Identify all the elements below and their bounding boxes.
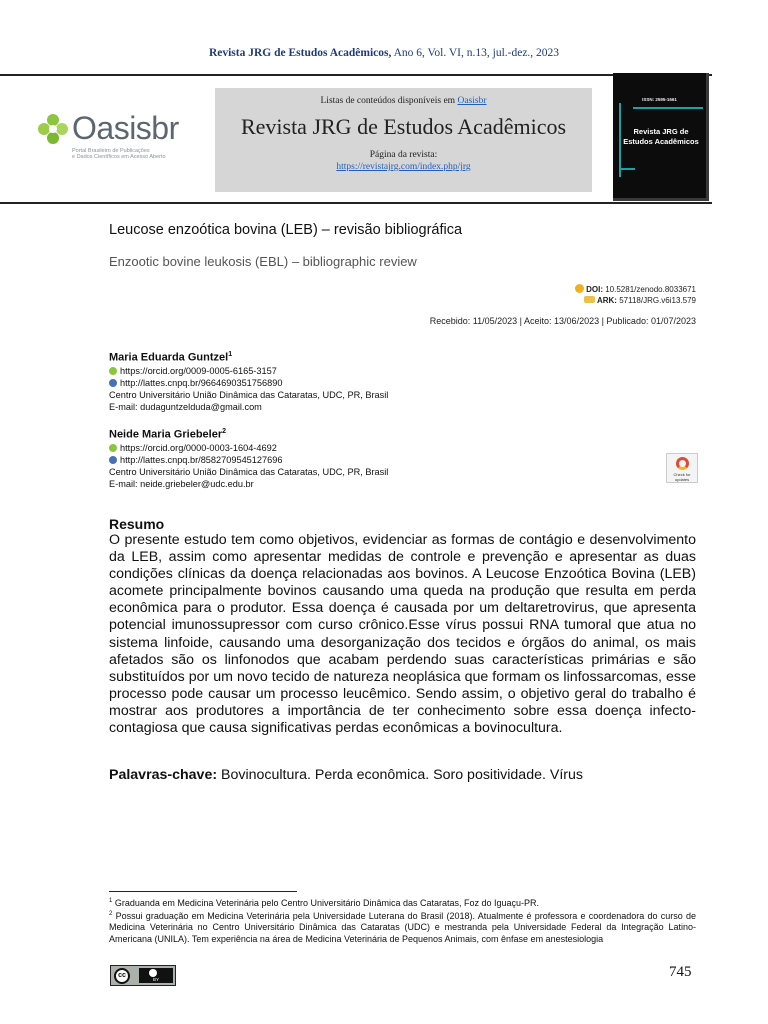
footnote-text: Possui graduação em Medicina Veterinária pela Universidade Luterana do Brasil (2018). Atualmente é professora e coordenadora do curso de Medicina Veterinária no Centro Universitário Dinâmica das Cataratas (UDC) e mestranda pela Universidade Federal da Integração Latino-Americana (UNILA). Tem experiência na área de Medicina Veterinária de Pequenos Animais, com ênfase em anestesiologia — [109, 911, 696, 944]
oasisbr-flower-icon — [36, 112, 70, 146]
masthead-availability — [215, 96, 592, 106]
keywords — [109, 767, 696, 783]
cover-accent-bar — [633, 107, 703, 109]
doi-label: DOI: — [586, 285, 603, 294]
by-label: BY — [152, 977, 159, 982]
masthead-availability-text: Listas de conteúdos disponíveis em — [320, 96, 458, 106]
running-head-issue: Ano 6, Vol. VI, n.13, jul.-dez., 2023 — [391, 47, 560, 59]
running-head-journal: Revista JRG de Estudos Acadêmicos, — [208, 47, 392, 59]
keywords-list: Bovinocultura. Perda econômica. Soro positividade. Vírus — [217, 767, 583, 783]
cover-title — [619, 127, 703, 147]
abstract-heading: Resumo — [109, 516, 165, 532]
ark-line[interactable] — [584, 296, 696, 305]
footnote-1 — [109, 896, 696, 909]
cover-accent-bar-small — [621, 168, 635, 170]
cc-icon: cc — [114, 968, 130, 984]
orcid-link[interactable]: https://orcid.org/0009-0005-6165-3157 — [120, 365, 277, 376]
journal-cover — [613, 73, 709, 201]
lattes-link[interactable]: http://lattes.cnpq.br/9664690351756890 — [120, 377, 283, 388]
running-head — [0, 47, 768, 59]
author-affiliation: Centro Universitário União Dinâmica das Cataratas, UDC, PR, Brasil — [109, 389, 389, 400]
author-footnote-marker: 1 — [228, 351, 233, 358]
doi-line[interactable] — [575, 284, 696, 294]
journal-url-link[interactable]: https://revistajrg.com/index.php/jrg — [336, 162, 471, 172]
crossmark-label-line2: updates — [674, 477, 690, 482]
doi-icon — [575, 284, 584, 293]
ark-icon — [584, 296, 595, 303]
orcid-icon — [109, 367, 117, 375]
cc-by-license-badge[interactable] — [110, 965, 176, 986]
footnote-rule — [109, 891, 297, 892]
oasisbr-tagline-2: e Dados Científicos em Acesso Aberto — [72, 154, 166, 160]
author-affiliation: Centro Universitário União Dinâmica das Cataratas, UDC, PR, Brasil — [109, 466, 389, 477]
crossmark-label — [667, 472, 697, 482]
author-email: E-mail: dudaguntzelduda@gmail.com — [109, 401, 262, 412]
attribution-person-icon — [149, 969, 157, 977]
footnote-marker: 1 — [109, 898, 113, 904]
author-lattes[interactable] — [109, 454, 388, 466]
masthead-title: Revista JRG de Estudos Acadêmicos — [240, 114, 567, 139]
journal-masthead — [215, 88, 592, 192]
author-orcid[interactable] — [109, 365, 388, 377]
publication-dates: Recebido: 11/05/2023 | Aceito: 13/06/2023 | Publicado: 01/07/2023 — [429, 316, 696, 326]
orcid-icon — [109, 444, 117, 452]
author-name — [109, 348, 388, 365]
cover-title-line2: Estudos Acadêmicos — [623, 137, 699, 146]
abstract-body: O presente estudo tem como objetivos, evidenciar as formas de contágio e desenvolvimento da LEB, assim como apresentar medidas de controle e prevenção e apresentar as duas condições clínicas da doença relacionadas aos bovinos. A Leucose Enzoótica Bovina (LEB) acomete principalmente bovinos causando uma queda na produção que resulta em perda econômica para o produtor. Essa doença é causada por um deltaretrovirus, que apresenta potencial imunossupressor com curso crônico.Esse vírus possui RNA tumoral que atua no sistema linfoide, causando uma desorganização dos tecidos e órgãos do animal, os mais afetados são os linfonodos que acabam perdendo suas características primárias e são substituídos por um novo tecido de natureza neoplásica que formam os linfossarcomas, esse processo pode causar um processo leucêmico. Sendo assim, o objetivo geral do trabalho é mostrar aos produtores a importância de ter conhecimento sobre essa doença infecto-contagiosa que causa significativas perdas econômicas a bovinocultura. — [109, 532, 696, 737]
footnote-2 — [109, 909, 696, 945]
oasisbr-wordmark: Oasisbr — [72, 110, 179, 146]
lattes-link[interactable]: http://lattes.cnpq.br/8582709545127696 — [120, 454, 283, 465]
article-title-pt: Leucose enzoótica bovina (LEB) – revisão bibliográfica — [109, 222, 463, 238]
footnotes — [109, 896, 696, 945]
header-bottom-rule — [0, 202, 712, 204]
ark-value: 57118/JRG.v6i13.579 — [619, 296, 696, 305]
orcid-link[interactable]: https://orcid.org/0000-0003-1604-4692 — [120, 442, 277, 453]
cover-title-line1: Revista JRG de — [633, 127, 689, 136]
cover-issn: ISSN: 2595-1661 — [642, 97, 677, 102]
author-footnote-marker: 2 — [222, 428, 227, 435]
ark-label: ARK: — [596, 296, 617, 305]
oasisbr-tagline-1: Portal Brasileiro de Publicações — [72, 148, 150, 154]
crossmark-label-line1: Check for — [673, 472, 691, 477]
lattes-icon — [109, 379, 117, 387]
author-block-2 — [109, 425, 388, 490]
author-email: E-mail: neide.griebeler@udc.edu.br — [109, 478, 254, 489]
header-top-rule — [0, 74, 712, 76]
lattes-icon — [109, 456, 117, 464]
footnote-marker: 2 — [109, 911, 113, 918]
masthead-page-label: Página da revista: — [369, 150, 438, 160]
author-orcid[interactable] — [109, 442, 388, 454]
oasisbr-logo[interactable] — [36, 112, 196, 160]
check-for-updates-badge[interactable] — [666, 453, 698, 483]
article-title-en: Enzootic bovine leukosis (EBL) – bibliographic review — [109, 254, 417, 269]
page-number: 745 — [669, 964, 692, 980]
crossmark-icon — [676, 457, 689, 470]
oasisbr-link[interactable]: Oasisbr — [457, 96, 487, 106]
by-icon — [139, 968, 173, 983]
keywords-label: Palavras-chave: — [109, 767, 218, 783]
author-lattes[interactable] — [109, 377, 388, 389]
author-name-text: Maria Eduarda Guntzel — [109, 351, 229, 364]
author-name-text: Neide Maria Griebeler — [109, 428, 223, 441]
doi-value: 10.5281/zenodo.8033671 — [605, 285, 696, 294]
author-block-1 — [109, 348, 388, 413]
footnote-text: Graduanda em Medicina Veterinária pelo Centro Universitário Dinâmica das Cataratas, Foz do Iguaçu-PR. — [112, 898, 540, 908]
author-name — [109, 425, 388, 442]
